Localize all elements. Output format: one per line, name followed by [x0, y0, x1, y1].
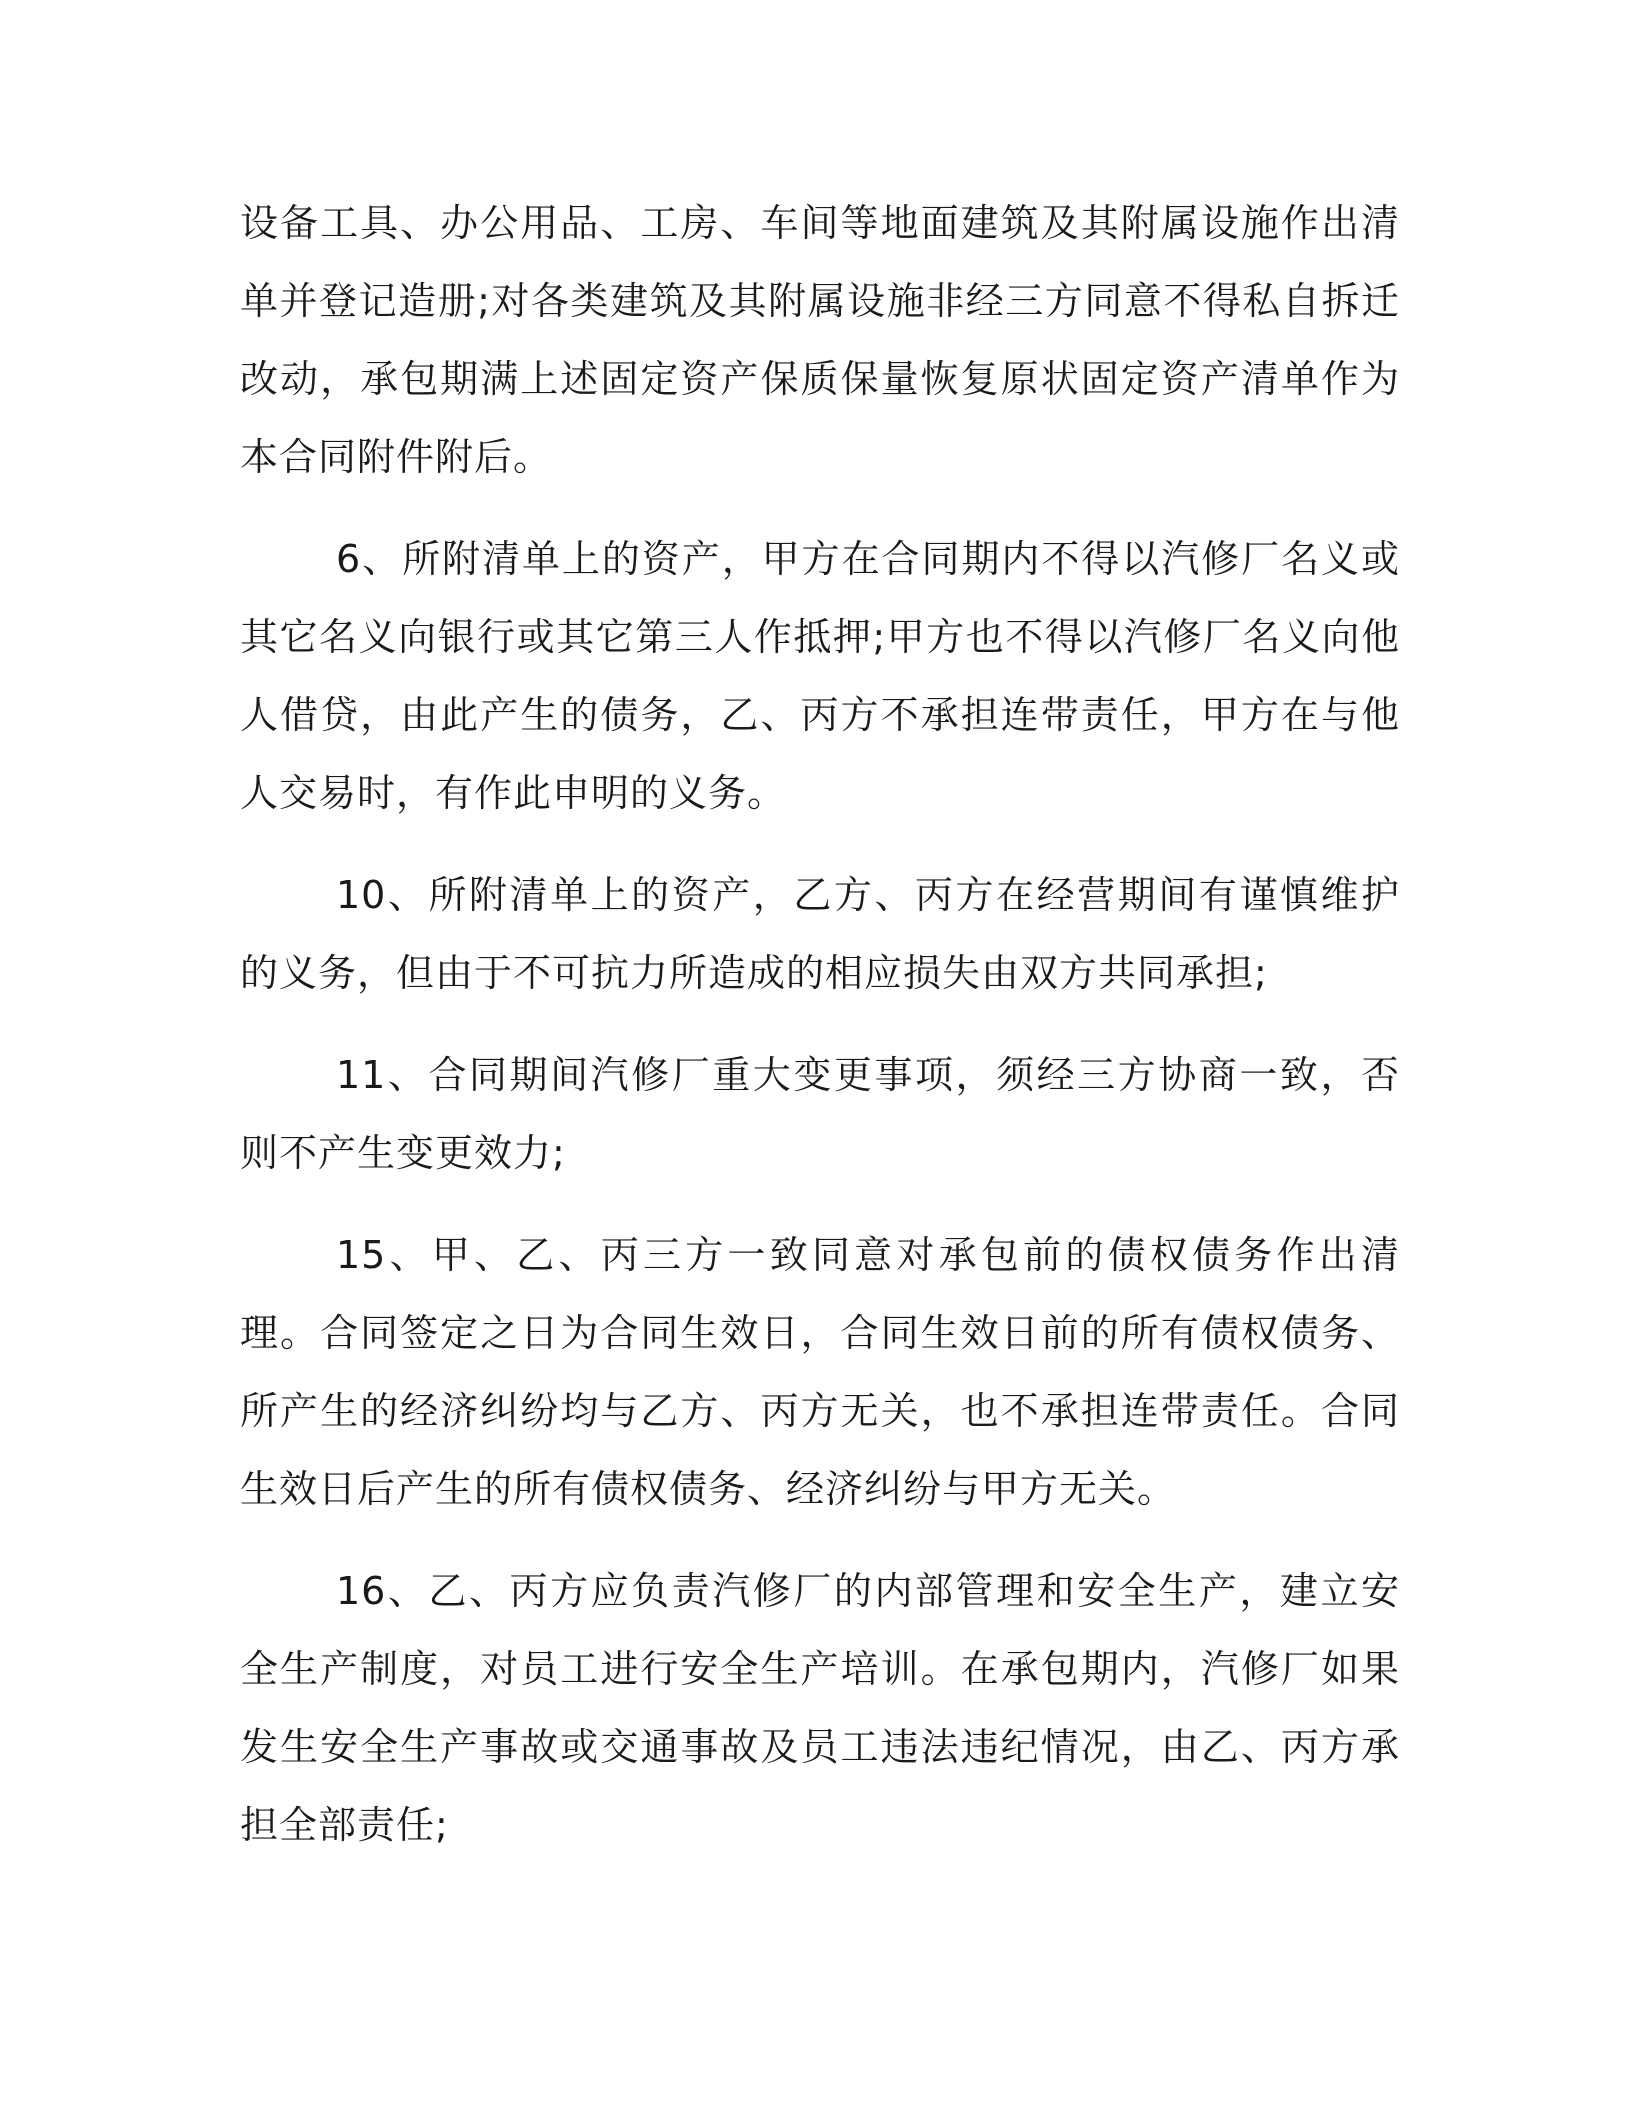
paragraph-fixed-assets-list: 设备工具、办公用品、工房、车间等地面建筑及其附属设施作出清单并登记造册;对各类建筑及其附属设施非经三方同意不得私自拆迁改动，承包期满上述固定资产保质保量恢复原状固定资产清单作为本合同附件附后。 [240, 201, 1400, 479]
paragraph-clause-16: 16、乙、丙方应负责汽修厂的内部管理和安全生产，建立安全生产制度，对员工进行安全生产培训。在承包期内，汽修厂如果发生安全生产事故或交通事故及员工违法违纪情况，由乙、丙方承担全部责任; [240, 1569, 1400, 1847]
paragraph-clause-11: 11、合同期间汽修厂重大变更事项，须经三方协商一致，否则不产生变更效力; [240, 1053, 1400, 1175]
paragraph-clause-10: 10、所附清单上的资产，乙方、丙方在经营期间有谨慎维护的义务，但由于不可抗力所造成的相应损失由双方共同承担; [240, 873, 1400, 995]
paragraph-clause-15: 15、甲、乙、丙三方一致同意对承包前的债权债务作出清理。合同签定之日为合同生效日，合同生效日前的所有债权债务、所产生的经济纠纷均与乙方、丙方无关，也不承担连带责任。合同生效日后产生的所有债权债务、经济纠纷与甲方无关。 [240, 1233, 1400, 1511]
paragraph-clause-6: 6、所附清单上的资产，甲方在合同期内不得以汽修厂名义或其它名义向银行或其它第三人作抵押;甲方也不得以汽修厂名义向他人借贷，由此产生的债务，乙、丙方不承担连带责任，甲方在与他人交易时，有作此申明的义务。 [240, 537, 1400, 815]
document-body [240, 184, 1400, 1888]
